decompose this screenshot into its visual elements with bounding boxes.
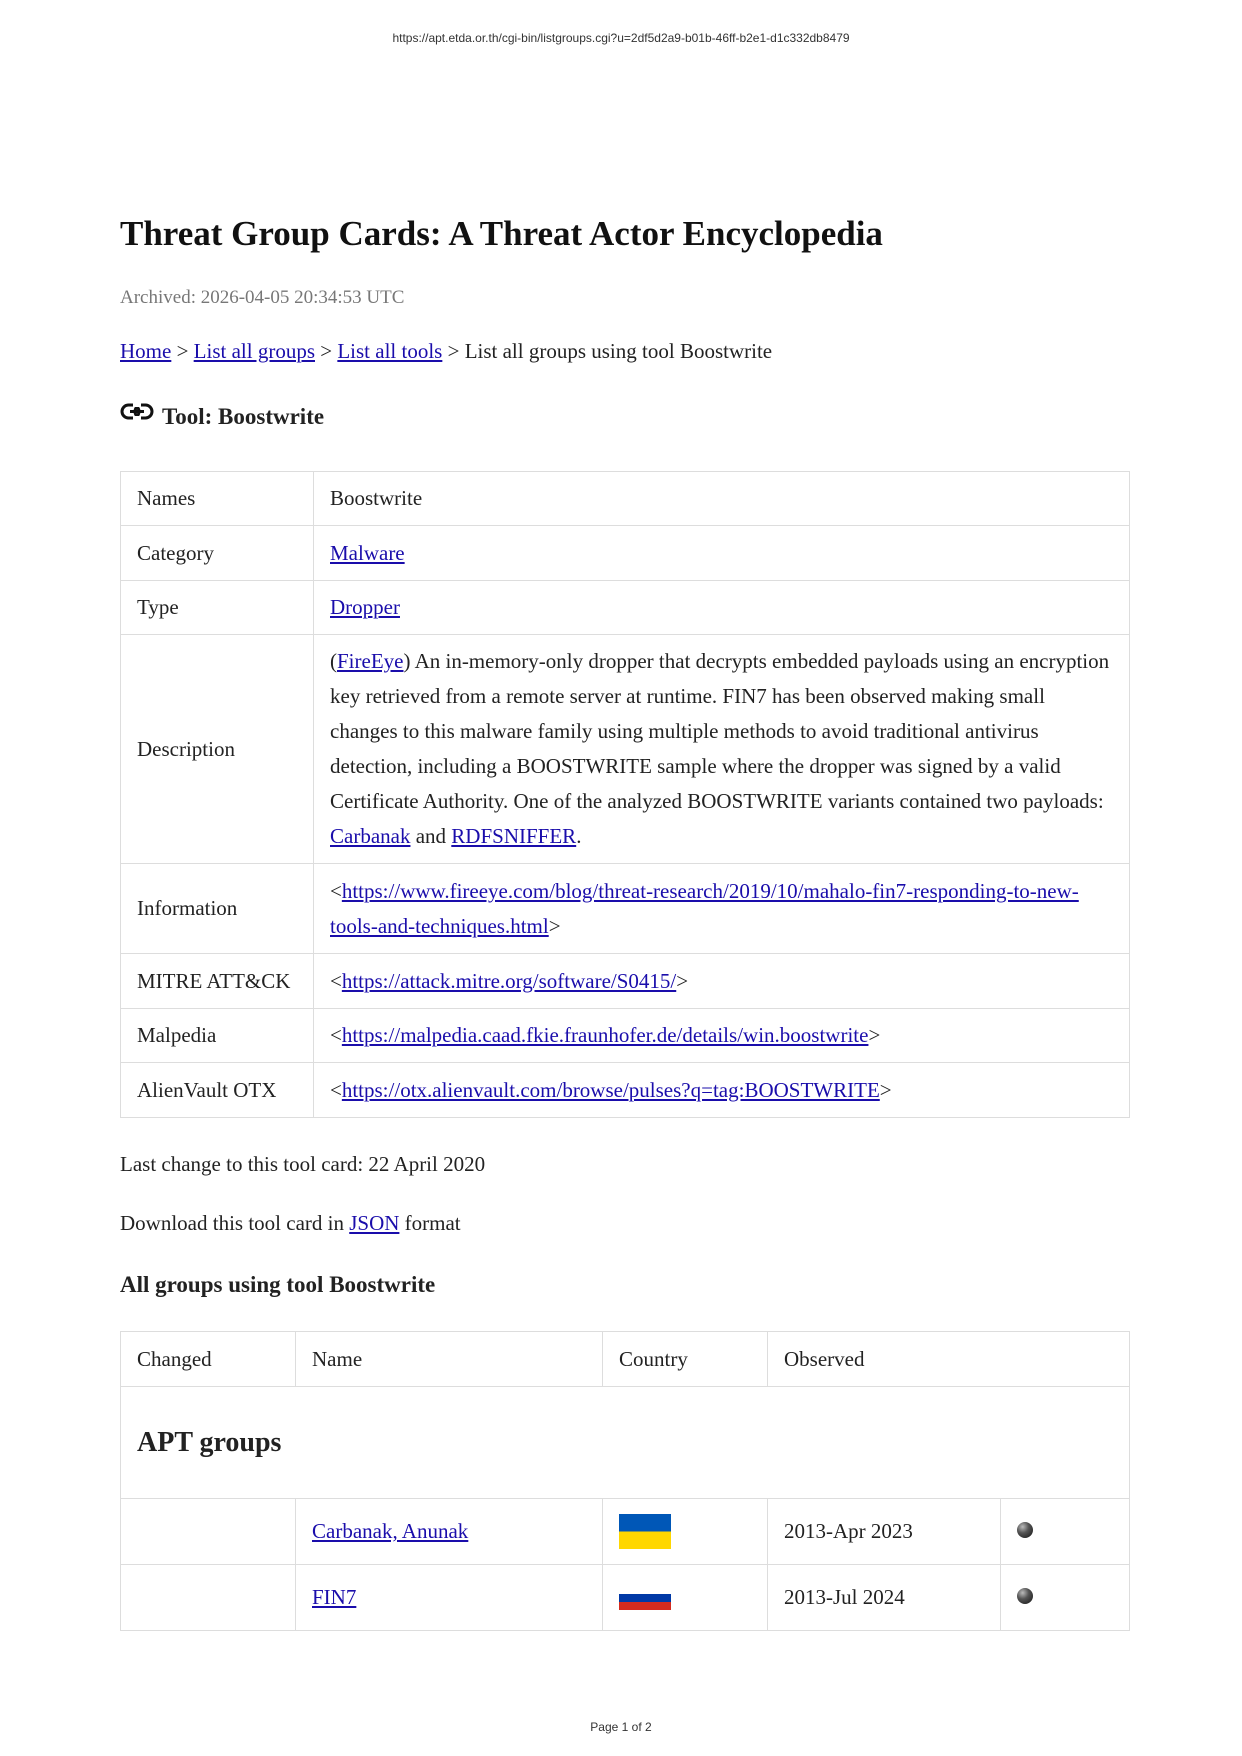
flag-stripe [619,1594,671,1602]
table-row [121,581,1130,635]
name-cell [296,1499,603,1565]
column-header-name: Name [296,1332,603,1387]
otx-link[interactable]: https://otx.alienvault.com/browse/pulses?q=tag:BOOSTWRITE [341,1077,880,1102]
column-header-observed: Observed [768,1332,1130,1387]
observed-cell: 2013-Apr 2023 [768,1499,1001,1565]
description-end: . [576,824,582,848]
angle-close: > [676,968,689,993]
breadcrumb-separator: > [447,339,460,363]
flag-stripe [619,1602,671,1610]
archived-timestamp: Archived: 2026-04-05 20:34:53 UTC [120,287,405,308]
json-download-link[interactable]: JSON [349,1211,400,1235]
description-and: and [410,824,452,848]
breadcrumb [120,339,772,364]
type-label: Type [121,581,314,635]
link-icon [120,402,154,422]
mitre-label: MITRE ATT&CK [121,954,314,1009]
category-link[interactable]: Malware [330,540,405,565]
information-label: Information [121,864,314,954]
tool-heading [120,402,324,430]
names-value: Boostwrite [314,472,1130,526]
information-link[interactable]: https://www.fireeye.com/blog/threat-research/2019/10/mahalo-fin7-responding-to-new-tools-and-techniques.html [330,878,1079,938]
table-row [121,864,1130,954]
table-row [121,472,1130,526]
table-row [121,1499,1130,1565]
category-cell [314,526,1130,581]
malpedia-link[interactable]: https://malpedia.caad.fkie.fraunhofer.de/details/win.boostwrite [341,1023,869,1047]
description-source-link[interactable]: FireEye [337,649,404,673]
table-row [121,1565,1130,1631]
malpedia-cell [314,1009,1130,1063]
download-suffix: format [399,1211,461,1235]
mitre-link[interactable]: https://attack.mitre.org/software/S0415/ [341,968,677,993]
information-cell [314,864,1130,954]
page-title: Threat Group Cards: A Threat Actor Encyclopedia [120,214,883,253]
description-cell [314,635,1130,864]
tool-info-table [120,471,1130,1118]
tool-heading-text: Tool: Boostwrite [162,404,325,429]
table-row [121,635,1130,864]
page-footer: Page 1 of 2 [590,1720,652,1734]
status-cell [1001,1565,1130,1631]
angle-close: > [879,1077,892,1102]
group-link-carbanak[interactable]: Carbanak, Anunak [312,1519,469,1543]
status-dot-icon [1017,1588,1033,1604]
groups-heading: All groups using tool Boostwrite [120,1272,436,1297]
description-text: ) An in-memory-only dropper that decrypts embedded payloads using an encryption key retrieved from a remote server at runtime. FIN7 has been observed making small changes to this malware family using multiple methods to avoid traditional antivirus detection, including a BOOSTWRITE sample where the dropper was signed by a valid Certificate Authority. One of the analyzed BOOSTWRITE variants contained two payloads: [330,649,1110,813]
breadcrumb-list-groups-link[interactable]: List all groups [193,339,315,363]
status-cell [1001,1499,1130,1565]
category-label: Category [121,526,314,581]
malpedia-label: Malpedia [121,1009,314,1063]
angle-close: > [868,1023,881,1047]
table-row [121,954,1130,1009]
group-link-fin7[interactable]: FIN7 [312,1585,357,1609]
last-change: Last change to this tool card: 22 April 2020 [120,1152,486,1176]
country-cell [603,1499,768,1565]
otx-cell [314,1063,1130,1118]
angle-open: < [330,1077,342,1102]
russia-flag-icon [619,1586,671,1610]
download-prefix: Download this tool card in [120,1211,350,1235]
column-header-country: Country [603,1332,768,1387]
download-line [120,1211,461,1236]
observed-cell: 2013-Jul 2024 [768,1565,1001,1631]
section-row [121,1387,1130,1499]
flag-stripe [619,1586,671,1594]
changed-cell [121,1499,296,1565]
groups-table [120,1331,1130,1631]
angle-open: < [330,878,342,903]
angle-close: > [548,913,561,938]
table-header-row [121,1332,1130,1387]
description-paren: ( [330,649,337,673]
description-label: Description [121,635,314,864]
breadcrumb-separator: > [176,339,189,363]
breadcrumb-list-tools-link[interactable]: List all tools [337,339,443,363]
breadcrumb-home-link[interactable]: Home [120,339,172,363]
changed-cell [121,1565,296,1631]
angle-open: < [330,968,342,993]
rdfsniffer-link[interactable]: RDFSNIFFER [451,824,577,848]
column-header-changed: Changed [121,1332,296,1387]
names-label: Names [121,472,314,526]
flag-stripe [619,1532,671,1550]
table-row [121,526,1130,581]
type-link[interactable]: Dropper [330,595,400,619]
table-row [121,1009,1130,1063]
flag-stripe [619,1514,671,1532]
name-cell [296,1565,603,1631]
mitre-cell [314,954,1130,1009]
otx-label: AlienVault OTX [121,1063,314,1118]
section-title: APT groups [121,1387,1130,1499]
ukraine-flag-icon [619,1514,671,1549]
country-cell [603,1565,768,1631]
breadcrumb-separator: > [320,339,333,363]
status-dot-icon [1017,1522,1033,1538]
carbanak-link[interactable]: Carbanak [330,824,411,848]
table-row [121,1063,1130,1118]
header-url: https://apt.etda.or.th/cgi-bin/listgroups.cgi?u=2df5d2a9-b01b-46ff-b2e1-d1c332db8479 [392,31,850,45]
breadcrumb-current: List all groups using tool Boostwrite [464,339,773,363]
angle-open: < [330,1023,342,1047]
type-cell [314,581,1130,635]
